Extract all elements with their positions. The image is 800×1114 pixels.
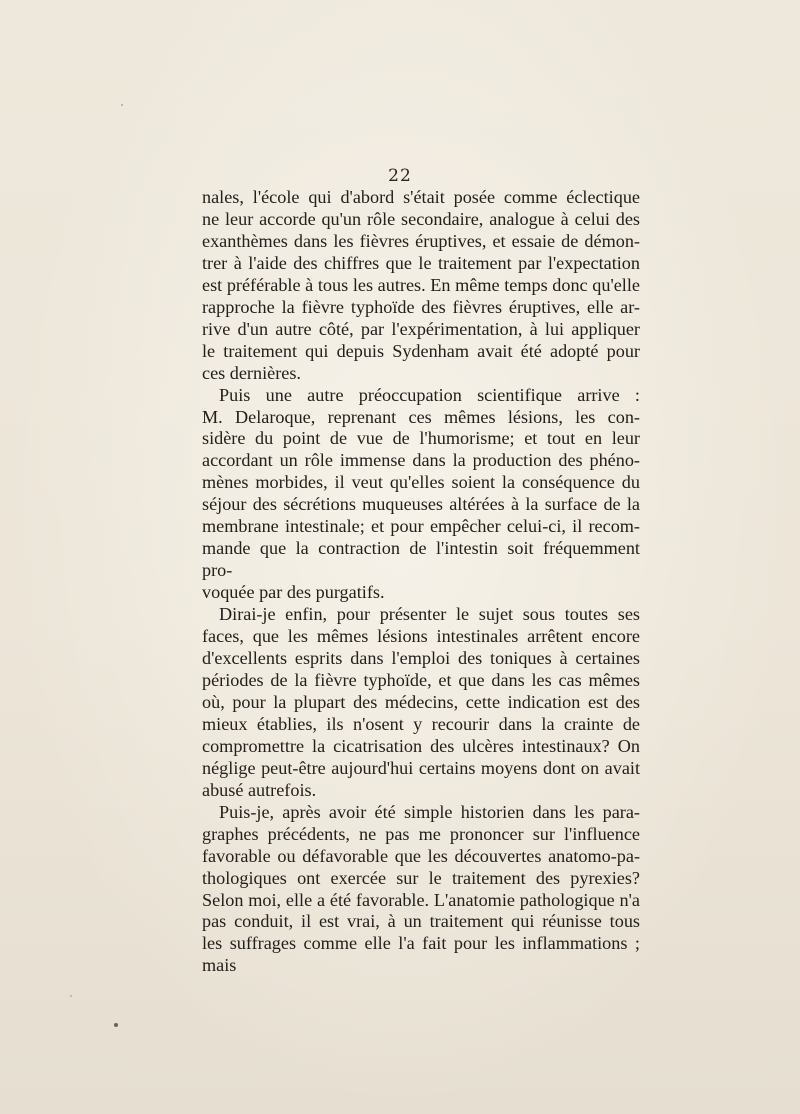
text-line: graphes précédents, ne pas me prononcer sur l'influence [202,823,640,844]
paper-speck [114,1023,118,1027]
text-line: les suffrages comme elle l'a fait pour les inflammations ; mais [202,933,640,976]
text-line: compromettre la cicatrisation des ulcères intestinaux? On [202,735,640,756]
page-number: 22 [388,166,412,186]
text-line: favorable ou défavorable que les découvertes anatomo-pa- [202,845,640,866]
text-line: Puis une autre préoccupation scientifique arrive : [219,384,640,405]
text-line: mande que la contraction de l'intestin soit fréquemment pro- [202,538,640,581]
text-line: M. Delaroque, reprenant ces mêmes lésions, les con- [202,406,640,427]
text-line: ces dernières. [202,362,301,383]
text-line: mènes morbides, il veut qu'elles soient la conséquence du [202,472,640,493]
text-line: ne leur accorde qu'un rôle secondaire, analogue à celui des [202,208,640,229]
text-line: d'excellents esprits dans l'emploi des toniques à certaines [202,648,640,669]
text-line: sidère du point de vue de l'humorisme; et tout en leur [202,428,640,449]
text-line: périodes de la fièvre typhoïde, et que dans les cas mêmes [202,669,640,690]
paragraph [202,385,640,605]
text-line: le traitement qui depuis Sydenham avait été adopté pour [202,340,640,361]
paper-speck [70,995,72,997]
paragraph [202,187,640,385]
text-line: exanthèmes dans les fièvres éruptives, et essaie de démon- [202,230,640,251]
text-line: Selon moi, elle a été favorable. L'anatomie pathologique n'a [202,889,640,910]
text-line: accordant un rôle immense dans la production des phéno- [202,450,640,471]
text-line: Puis-je, après avoir été simple historien dans les para- [219,801,640,822]
paragraph [202,604,640,802]
text-line: pas conduit, il est vrai, à un traitement qui réunisse tous [202,911,640,932]
text-line: trer à l'aide des chiffres que le traitement par l'expectation [202,252,640,273]
text-line: rapproche la fièvre typhoïde des fièvres éruptives, elle ar- [202,296,640,317]
text-line: thologiques ont exercée sur le traitement des pyrexies? [202,867,640,888]
text-line: nales, l'école qui d'abord s'était posée comme éclectique [202,187,640,207]
text-line: voquée par des purgatifs. [202,582,385,603]
text-line: néglige peut-être aujourd'hui certains moyens dont on avait [202,757,640,778]
text-line: Dirai-je enfin, pour présenter le sujet sous toutes ses [219,604,640,625]
text-line: rive d'un autre côté, par l'expérimentation, à lui appliquer [202,318,640,339]
paragraph [202,802,640,978]
paper-speck [121,104,123,106]
text-line: est préférable à tous les autres. En même temps donc qu'elle [202,274,640,295]
text-line: abusé autrefois. [202,779,317,800]
text-line: faces, que les mêmes lésions intestinales arrêtent encore [202,626,640,647]
text-line: où, pour la plupart des médecins, cette indication est des [202,691,640,712]
text-line: séjour des sécrétions muqueuses altérées à la surface de la [202,494,640,515]
body-text [202,187,640,977]
text-line: mieux établies, ils n'osent y recourir dans la crainte de [202,713,640,734]
text-line: membrane intestinale; et pour empêcher celui-ci, il recom- [202,516,640,537]
